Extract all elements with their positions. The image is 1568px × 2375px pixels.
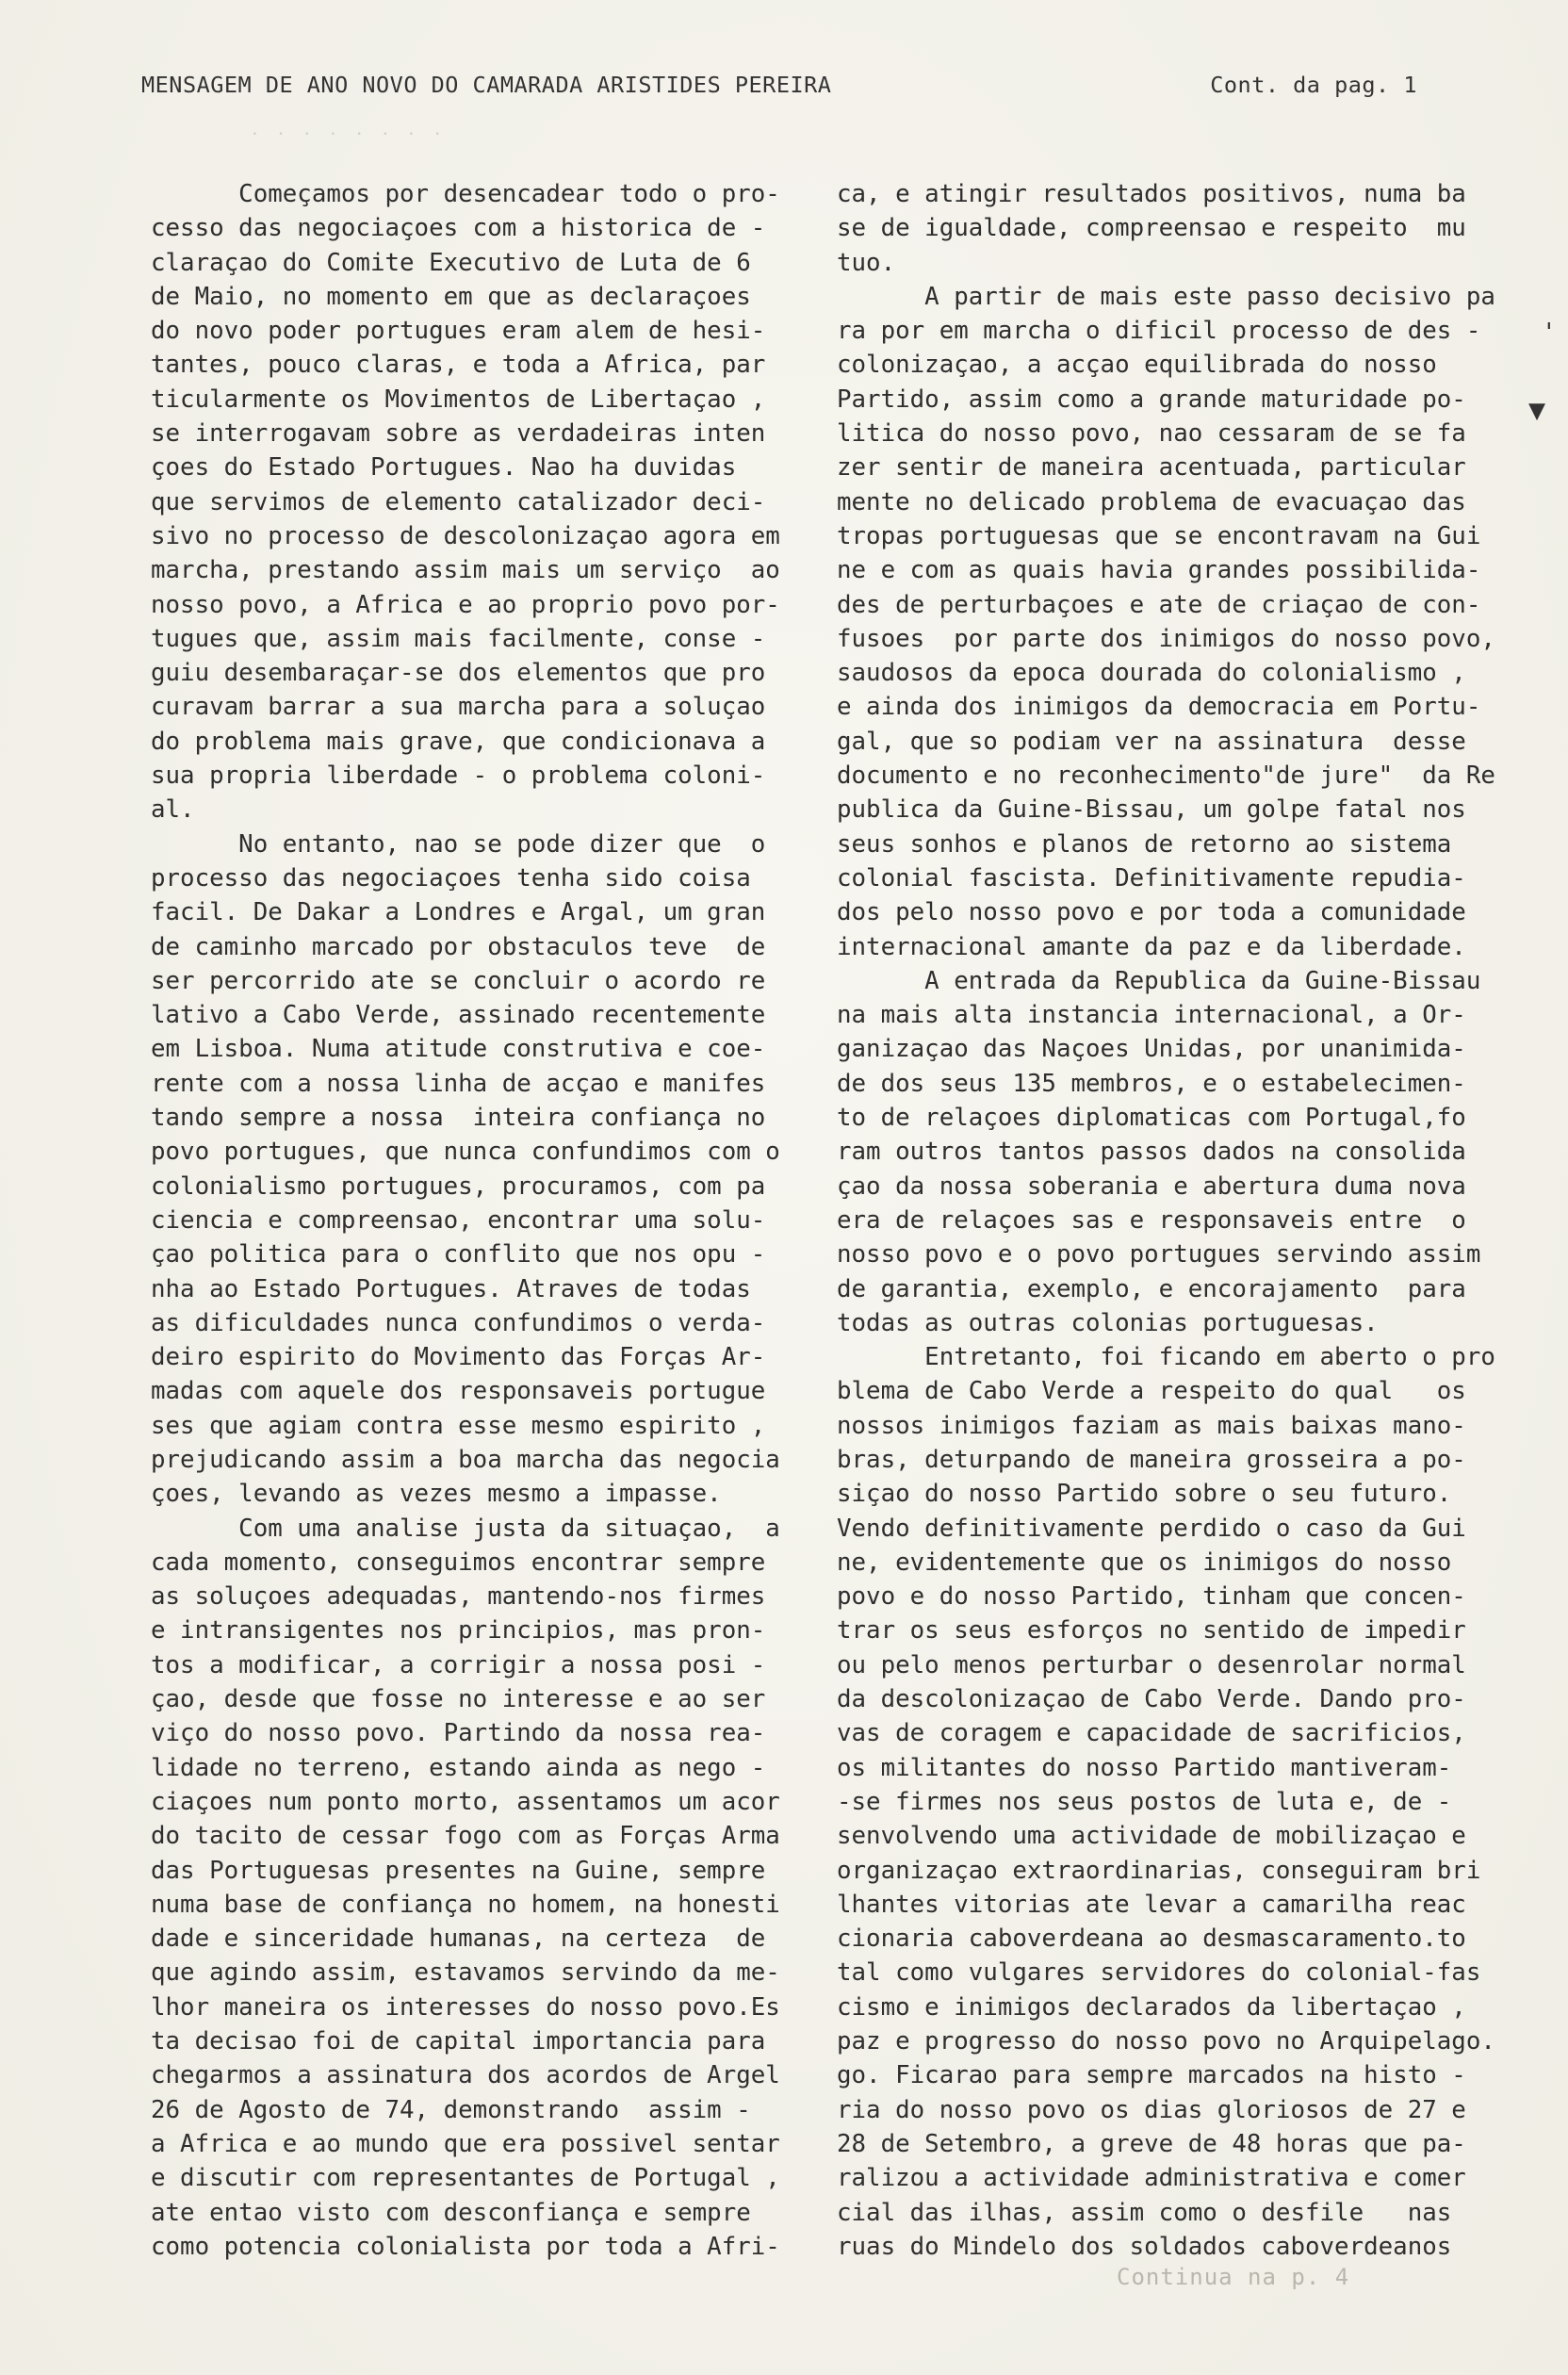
text-line: ne e com as quais havia grandes possibilida-: [837, 556, 1481, 585]
text-line: numa base de confiança no homem, na honesti: [151, 1890, 780, 1919]
article-title: MENSAGEM DE ANO NOVO DO CAMARADA ARISTIDES PEREIRA: [141, 72, 832, 98]
text-line: como potencia colonialista por toda a Afri-: [151, 2232, 780, 2261]
text-line: ou pelo menos perturbar o desenrolar normal: [837, 1650, 1466, 1679]
text-line: saudosos da epoca dourada do colonialismo ,: [837, 659, 1466, 688]
text-line: ria do nosso povo os dias gloriosos de 27 e: [837, 2095, 1466, 2124]
text-line: go. Ficarao para sempre marcados na histo -: [837, 2061, 1466, 2090]
text-line: cionaria caboverdeana ao desmascaramento.to: [837, 1925, 1466, 1954]
text-line: ate entao visto com desconfiança e sempre: [151, 2198, 751, 2227]
text-line: das Portuguesas presentes na Guine, sempre: [151, 1856, 766, 1885]
text-line: em Lisboa. Numa atitude construtiva e coe-: [151, 1035, 766, 1064]
text-line: deiro espirito do Movimento das Forças Ar-: [151, 1343, 766, 1372]
text-line: nosso povo e o povo portugues servindo assim: [837, 1240, 1481, 1269]
text-line: povo e do nosso Partido, tinham que concen-: [837, 1582, 1466, 1612]
text-line: de dos seus 135 membros, e o estabelecimen-: [837, 1069, 1466, 1098]
text-line: dade e sinceridade humanas, na certeza de: [151, 1925, 766, 1954]
text-line: tuo.: [837, 248, 896, 277]
text-line: madas com aquele dos responsaveis portugue: [151, 1377, 766, 1406]
text-line: se de igualdade, compreensao e respeito mu: [837, 214, 1466, 243]
text-line: zer sentir de maneira acentuada, particular: [837, 453, 1466, 483]
text-line: ca, e atingir resultados positivos, numa ba: [837, 180, 1466, 208]
text-line: e discutir com representantes de Portugal ,: [151, 2164, 780, 2193]
faded-smudge: · · · · · · · ·: [250, 124, 446, 144]
text-line: cismo e inimigos declarados da libertaçao ,: [837, 1992, 1466, 2022]
text-line: rente com a nossa linha de acçao e manifes: [151, 1069, 766, 1098]
text-line: blema de Cabo Verde a respeito do qual os: [837, 1377, 1466, 1406]
right-column: [837, 177, 1529, 2264]
text-line: nosso povo, a Africa e ao proprio povo por-: [151, 590, 780, 619]
text-line: A partir de mais este passo decisivo pa: [837, 282, 1495, 311]
text-line: lhor maneira os interesses do nosso povo.Es: [151, 1992, 780, 2022]
text-line: na mais alta instancia internacional, a Or-: [837, 1001, 1466, 1030]
text-line: ses que agiam contra esse mesmo espirito ,: [151, 1411, 766, 1440]
text-line: de Maio, no momento em que as declaraçoes: [151, 282, 751, 311]
text-line: as dificuldades nunca confundimos o verda-: [151, 1308, 766, 1337]
text-line: çao, desde que fosse no interesse e ao ser: [151, 1685, 766, 1714]
continued-on-page-note: Continua na p. 4: [1117, 2264, 1350, 2290]
text-line: que servimos de elemento catalizador deci-: [151, 487, 766, 516]
text-line: e ainda dos inimigos da democracia em Portu-: [837, 693, 1481, 722]
text-line: ruas do Mindelo dos soldados caboverdeanos: [837, 2232, 1452, 2261]
page-continuation-note: Cont. da pag. 1: [1210, 72, 1417, 98]
text-line: lidade no terreno, estando ainda as nego -: [151, 1753, 766, 1782]
text-line: vas de coragem e capacidade de sacrificios,: [837, 1719, 1466, 1748]
text-line: siçao do nosso Partido sobre o seu futuro.: [837, 1480, 1452, 1509]
text-line: era de relaçoes sas e responsaveis entre o: [837, 1205, 1466, 1235]
left-column: [151, 177, 792, 2264]
text-line: se interrogavam sobre as verdadeiras inten: [151, 419, 766, 449]
text-line: ganizaçao das Naçoes Unidas, por unanimida-: [837, 1035, 1466, 1064]
text-line: tugues que, assim mais facilmente, conse -: [151, 624, 766, 653]
text-line: Partido, assim como a grande maturidade po-: [837, 385, 1466, 414]
text-line: ne, evidentemente que os inimigos do nosso: [837, 1548, 1452, 1577]
text-line: gal, que so podiam ver na assinatura desse: [837, 727, 1466, 756]
text-line: da descolonizaçao de Cabo Verde. Dando pro-: [837, 1685, 1466, 1714]
text-line: todas as outras colonias portuguesas.: [837, 1308, 1379, 1337]
text-line: Vendo definitivamente perdido o caso da Gui: [837, 1514, 1466, 1543]
text-line: çao da nossa soberania e abertura duma nova: [837, 1171, 1466, 1201]
text-line: do problema mais grave, que condicionava a: [151, 727, 766, 756]
text-line: e intransigentes nos principios, mas pron-: [151, 1616, 766, 1646]
text-line: de caminho marcado por obstaculos teve de: [151, 932, 766, 961]
text-line: ralizou a actividade administrativa e comer: [837, 2164, 1466, 2193]
margin-arrow-mark: ▼: [1528, 394, 1546, 427]
text-line: Entretanto, foi ficando em aberto o pro: [837, 1343, 1495, 1372]
text-line: guiu desembaraçar-se dos elementos que pro: [151, 659, 766, 688]
text-line: senvolvendo uma actividade de mobilizaçao e: [837, 1822, 1466, 1851]
text-line: ta decisao foi de capital importancia para: [151, 2027, 766, 2056]
text-line: colonialismo portugues, procuramos, com pa: [151, 1171, 766, 1201]
text-line: os militantes do nosso Partido mantiveram-: [837, 1753, 1452, 1782]
text-line: tantes, pouco claras, e toda a Africa, par: [151, 351, 766, 380]
text-line: tos a modificar, a corrigir a nossa posi -: [151, 1650, 766, 1679]
text-line: prejudicando assim a boa marcha das negocia: [151, 1445, 780, 1474]
text-line: tando sempre a nossa inteira confiança no: [151, 1104, 766, 1133]
text-line: nossos inimigos faziam as mais baixas mano-: [837, 1411, 1466, 1440]
text-line: documento e no reconhecimento"de jure" da Re: [837, 762, 1495, 791]
text-line: chegarmos a assinatura dos acordos de Argel: [151, 2061, 780, 2090]
text-line: tropas portuguesas que se encontravam na Gui: [837, 521, 1481, 550]
text-line: colonizaçao, a acçao equilibrada do nosso: [837, 351, 1437, 380]
text-line: fusoes por parte dos inimigos do nosso povo,: [837, 624, 1495, 653]
text-line: lhantes vitorias ate levar a camarilha reac: [837, 1890, 1466, 1919]
text-line: publica da Guine-Bissau, um golpe fatal nos: [837, 795, 1466, 825]
text-line: çoes do Estado Portugues. Nao ha duvidas: [151, 453, 737, 483]
text-line: 26 de Agosto de 74, demonstrando assim -: [151, 2095, 751, 2124]
text-line: sua propria liberdade - o problema coloni-: [151, 762, 766, 791]
text-line: colonial fascista. Definitivamente repudia-: [837, 863, 1466, 893]
text-line: cesso das negociaçoes com a historica de -: [151, 214, 766, 243]
text-line: do tacito de cessar fogo com as Forças Arma: [151, 1822, 780, 1851]
text-line: to de relaçoes diplomaticas com Portugal,fo: [837, 1104, 1466, 1133]
text-line: cada momento, conseguimos encontrar sempre: [151, 1548, 766, 1577]
text-line: de garantia, exemplo, e encorajamento para: [837, 1274, 1466, 1303]
text-line: lativo a Cabo Verde, assinado recentemente: [151, 1001, 766, 1030]
text-line: Começamos por desencadear todo o pro-: [151, 180, 780, 208]
text-line: facil. De Dakar a Londres e Argal, um gran: [151, 898, 766, 927]
text-line: A entrada da Republica da Guine-Bissau: [837, 966, 1481, 995]
text-line: litica do nosso povo, nao cessaram de se fa: [837, 419, 1466, 449]
text-line: internacional amante da paz e da liberdade.: [837, 932, 1466, 961]
text-line: claraçao do Comite Executivo de Luta de 6: [151, 248, 751, 277]
text-line: ra por em marcha o dificil processo de des -: [837, 317, 1481, 346]
text-line: nha ao Estado Portugues. Atraves de todas: [151, 1274, 751, 1303]
text-line: do novo poder portugues eram alem de hesi-: [151, 317, 766, 346]
text-line: sivo no processo de descolonizaçao agora em: [151, 521, 780, 550]
text-line: -se firmes nos seus postos de luta e, de -: [837, 1787, 1452, 1816]
text-line: des de perturbaçoes e ate de criaçao de con-: [837, 590, 1481, 619]
text-line: çoes, levando as vezes mesmo a impasse.: [151, 1480, 722, 1509]
text-line: 28 de Setembro, a greve de 48 horas que pa-: [837, 2129, 1466, 2158]
text-line: trar os seus esforços no sentido de impedir: [837, 1616, 1466, 1646]
text-line: organizaçao extraordinarias, conseguiram bri: [837, 1856, 1481, 1885]
text-line: povo portugues, que nunca confundimos com o: [151, 1138, 780, 1167]
text-line: marcha, prestando assim mais um serviço ao: [151, 556, 780, 585]
text-line: as soluçoes adequadas, mantendo-nos firmes: [151, 1582, 766, 1612]
text-line: Com uma analise justa da situaçao, a: [151, 1514, 780, 1543]
text-line: que agindo assim, estavamos servindo da me-: [151, 1958, 780, 1988]
text-line: ciencia e compreensao, encontrar uma solu-: [151, 1205, 766, 1235]
text-line: No entanto, nao se pode dizer que o: [151, 829, 766, 859]
text-line: viço do nosso povo. Partindo da nossa rea-: [151, 1719, 766, 1748]
text-line: paz e progresso do nosso povo no Arquipelago.: [837, 2027, 1495, 2056]
text-line: ram outros tantos passos dados na consolida: [837, 1138, 1466, 1167]
text-line: dos pelo nosso povo e por toda a comunidade: [837, 898, 1466, 927]
text-line: a Africa e ao mundo que era possivel sentar: [151, 2129, 780, 2158]
text-line: al.: [151, 795, 195, 825]
text-line: cial das ilhas, assim como o desfile nas: [837, 2198, 1452, 2227]
text-line: çao politica para o conflito que nos opu -: [151, 1240, 766, 1269]
text-line: ciaçoes num ponto morto, assentamos um acor: [151, 1787, 780, 1816]
text-line: ser percorrido ate se concluir o acordo re: [151, 966, 766, 995]
text-line: mente no delicado problema de evacuaçao das: [837, 487, 1466, 516]
text-line: bras, deturpando de maneira grosseira a po-: [837, 1445, 1466, 1474]
text-line: processo das negociaçoes tenha sido coisa: [151, 863, 751, 893]
text-line: tal como vulgares servidores do colonial-fas: [837, 1958, 1481, 1988]
text-line: seus sonhos e planos de retorno ao sistema: [837, 829, 1452, 859]
margin-tick-mark: ': [1542, 319, 1557, 347]
text-line: ticularmente os Movimentos de Libertaçao ,: [151, 385, 766, 414]
text-line: curavam barrar a sua marcha para a soluçao: [151, 693, 766, 722]
